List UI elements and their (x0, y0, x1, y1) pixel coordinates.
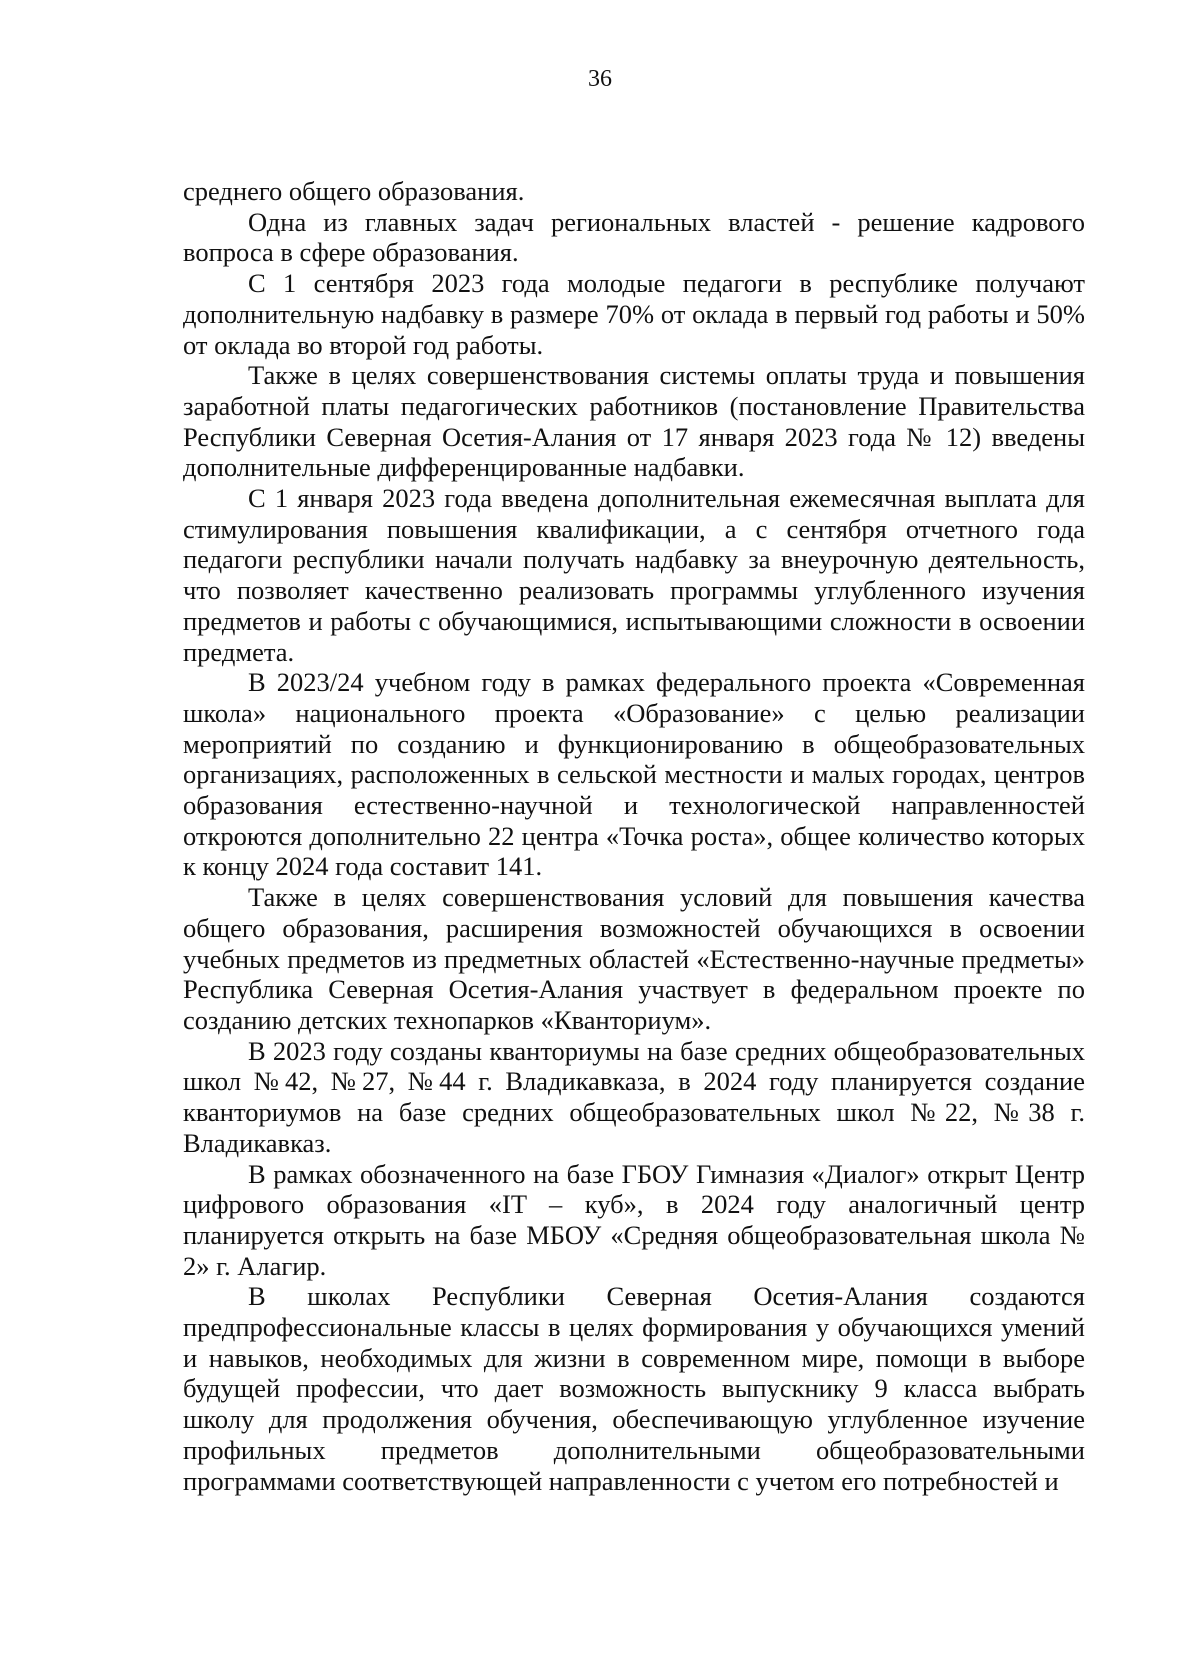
paragraph: В 2023/24 учебном году в рамках федерального проекта «Современная школа» национального проекта «Образование» с целью реализации мероприятий по созданию и функционированию в общеобразовательных организациях, расположенных в сельской местности и малых городах, центров образования естественно-научной и технологической направленностей откроются дополнительно 22 центра «Точка роста», общее количество которых к концу 2024 года составит 141. (183, 667, 1085, 882)
paragraph: С 1 января 2023 года введена дополнительная ежемесячная выплата для стимулирования повышения квалификации, а с сентября отчетного года педагоги республики начали получать надбавку за внеурочную деятельность, что позволяет качественно реализовать программы углубленного изучения предметов и работы с обучающимися, испытывающими сложности в освоении предмета. (183, 483, 1085, 667)
paragraph: Также в целях совершенствования условий для повышения качества общего образования, расширения возможностей обучающихся в освоении учебных предметов из предметных областей «Естественно-научные предметы» Республика Северная Осетия-Алания участвует в федеральном проекте по созданию детских технопарков «Кванториум». (183, 882, 1085, 1035)
paragraph: В школах Республики Северная Осетия-Алания создаются предпрофессиональные классы в целях формирования у обучающихся умений и навыков, необходимых для жизни в современном мире, помощи в выборе будущей профессии, что дает возможность выпускнику 9 класса выбрать школу для продолжения обучения, обеспечивающую углубленное изучение профильных предметов дополнительными общеобразовательными программами соответствующей направленности с учетом его потребностей и (183, 1281, 1085, 1496)
paragraph: В рамках обозначенного на базе ГБОУ Гимназия «Диалог» открыт Центр цифрового образования «IT – куб», в 2024 году аналогичный центр планируется открыть на базе МБОУ «Средняя общеобразовательная школа № 2» г. Алагир. (183, 1158, 1085, 1281)
paragraph: Также в целях совершенствования системы оплаты труда и повышения заработной платы педагогических работников (постановление Правительства Республики Северная Осетия-Алания от 17 января 2023 года № 12) введены дополнительные дифференцированные надбавки. (183, 360, 1085, 483)
paragraph: В 2023 году созданы кванториумы на базе средних общеобразовательных школ №42, №27, №44 г. Владикавказа, в 2024 году планируется создание кванториумов на базе средних общеобразовательных школ №22, №38 г. Владикавказ. (183, 1035, 1085, 1158)
paragraph: Одна из главных задач региональных властей - решение кадрового вопроса в сфере образования. (183, 206, 1085, 268)
document-body (183, 176, 1085, 1496)
page-number: 36 (588, 66, 612, 92)
paragraph: С 1 сентября 2023 года молодые педагоги в республике получают дополнительную надбавку в размере 70% от оклада в первый год работы и 50% от оклада во второй год работы. (183, 268, 1085, 360)
paragraph-continuation: среднего общего образования. (183, 176, 525, 206)
